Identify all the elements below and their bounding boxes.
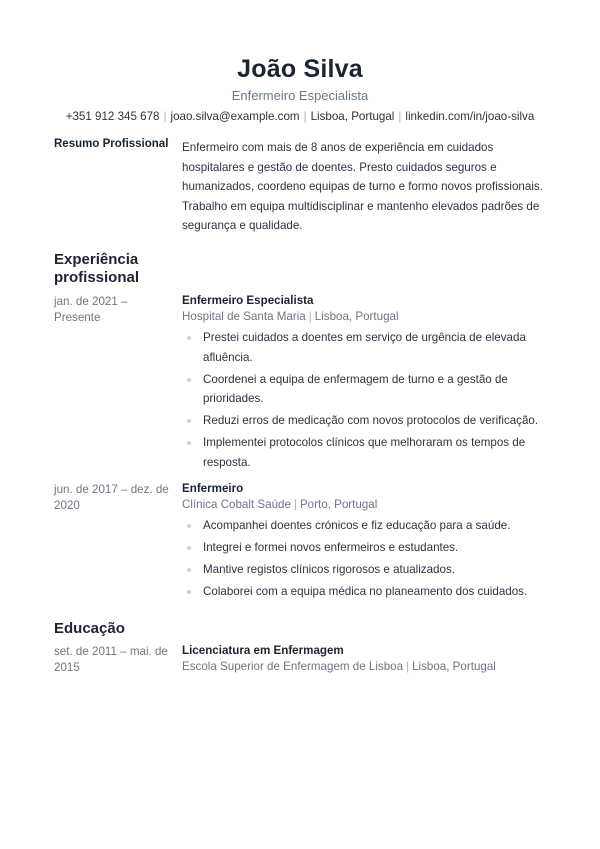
org-separator: | <box>406 660 410 673</box>
experience-bullets <box>182 328 554 472</box>
education-location: Lisboa, Portugal <box>412 660 496 673</box>
bullet-text: Coordenei a equipa de enfermagem de turno e a gestão de prioridades. <box>203 372 508 405</box>
list-item <box>182 516 554 536</box>
education-dates: set. de 2011 – mai. de 2015 <box>54 645 168 674</box>
experience-organization: Clínica Cobalt Saúde <box>182 498 291 511</box>
experience-organization: Hospital de Santa Maria <box>182 310 306 323</box>
bullet-dot-icon <box>187 441 191 445</box>
bullet-text: Acompanhei doentes crónicos e fiz educação para a saúde. <box>203 519 511 532</box>
experience-role: Enfermeiro Especialista <box>182 294 314 307</box>
bullet-text: Prestei cuidados a doentes em serviço de urgência de elevada afluência. <box>203 331 526 364</box>
experience-body <box>182 294 554 475</box>
education-heading: Educação <box>54 620 125 637</box>
contact-separator: | <box>163 110 167 123</box>
experience-location: Lisboa, Portugal <box>314 310 399 323</box>
education-institution-line <box>182 659 554 674</box>
summary-label: Resumo Profissional <box>54 138 169 150</box>
bullet-text: Reduzi erros de medicação com novos protocolos de verificação. <box>203 414 539 427</box>
bullet-text: Integrei e formei novos enfermeiros e estudantes. <box>203 541 459 554</box>
contact-location: Lisboa, Portugal <box>310 110 395 123</box>
experience-organization-line <box>182 309 554 324</box>
list-item <box>182 560 554 580</box>
list-item <box>182 433 554 472</box>
experience-organization-line <box>182 497 554 512</box>
list-item <box>182 411 554 431</box>
experience-location: Porto, Portugal <box>299 498 378 511</box>
bullet-dot-icon <box>187 524 191 528</box>
contact-email[interactable]: joao.silva@example.com <box>170 110 300 123</box>
contact-separator: | <box>303 110 307 123</box>
list-item <box>182 328 554 367</box>
bullet-text: Colaborei com a equipa médica no planeamento dos cuidados. <box>203 585 528 598</box>
org-separator: | <box>293 498 297 511</box>
resume-header <box>0 0 600 124</box>
org-separator: | <box>308 310 312 323</box>
summary-text: Enfermeiro com mais de 8 anos de experiência em cuidados hospitalares e gestão de doentes. Presto cuidados seguros e humanizados, coordeno equipas de turno e formo novos profissionais. Trabalho em equipa multidisciplinar e mantenho elevados padrões de segurança e qualidade. <box>182 141 543 232</box>
experience-body <box>182 482 554 604</box>
candidate-title: Enfermeiro Especialista <box>231 88 369 103</box>
education-degree: Licenciatura em Enfermagem <box>182 644 344 657</box>
bullet-dot-icon <box>187 336 191 340</box>
experience-role: Enfermeiro <box>182 482 244 495</box>
bullet-dot-icon <box>187 590 191 594</box>
contact-linkedin[interactable]: linkedin.com/in/joao-silva <box>405 110 535 123</box>
contact-separator: | <box>398 110 402 123</box>
list-item <box>182 370 554 409</box>
contact-line <box>0 109 600 124</box>
candidate-name: João Silva <box>237 55 363 83</box>
list-item <box>182 582 554 602</box>
bullet-dot-icon <box>187 546 191 550</box>
education-body <box>182 644 554 674</box>
bullet-text: Implementei protocolos clínicos que melhoraram os tempos de resposta. <box>203 436 526 469</box>
bullet-dot-icon <box>187 568 191 572</box>
contact-phone: +351 912 345 678 <box>65 110 160 123</box>
bullet-dot-icon <box>187 378 191 382</box>
bullet-text: Mantive registos clínicos rigorosos e atualizados. <box>203 563 455 576</box>
experience-bullets <box>182 516 554 602</box>
experience-heading: Experiência profissional <box>54 251 140 286</box>
bullet-dot-icon <box>187 419 191 423</box>
experience-dates: jan. de 2021 – Presente <box>54 295 128 324</box>
list-item <box>182 538 554 558</box>
experience-dates: jun. de 2017 – dez. de 2020 <box>54 483 169 512</box>
education-institution: Escola Superior de Enfermagem de Lisboa <box>182 660 404 673</box>
